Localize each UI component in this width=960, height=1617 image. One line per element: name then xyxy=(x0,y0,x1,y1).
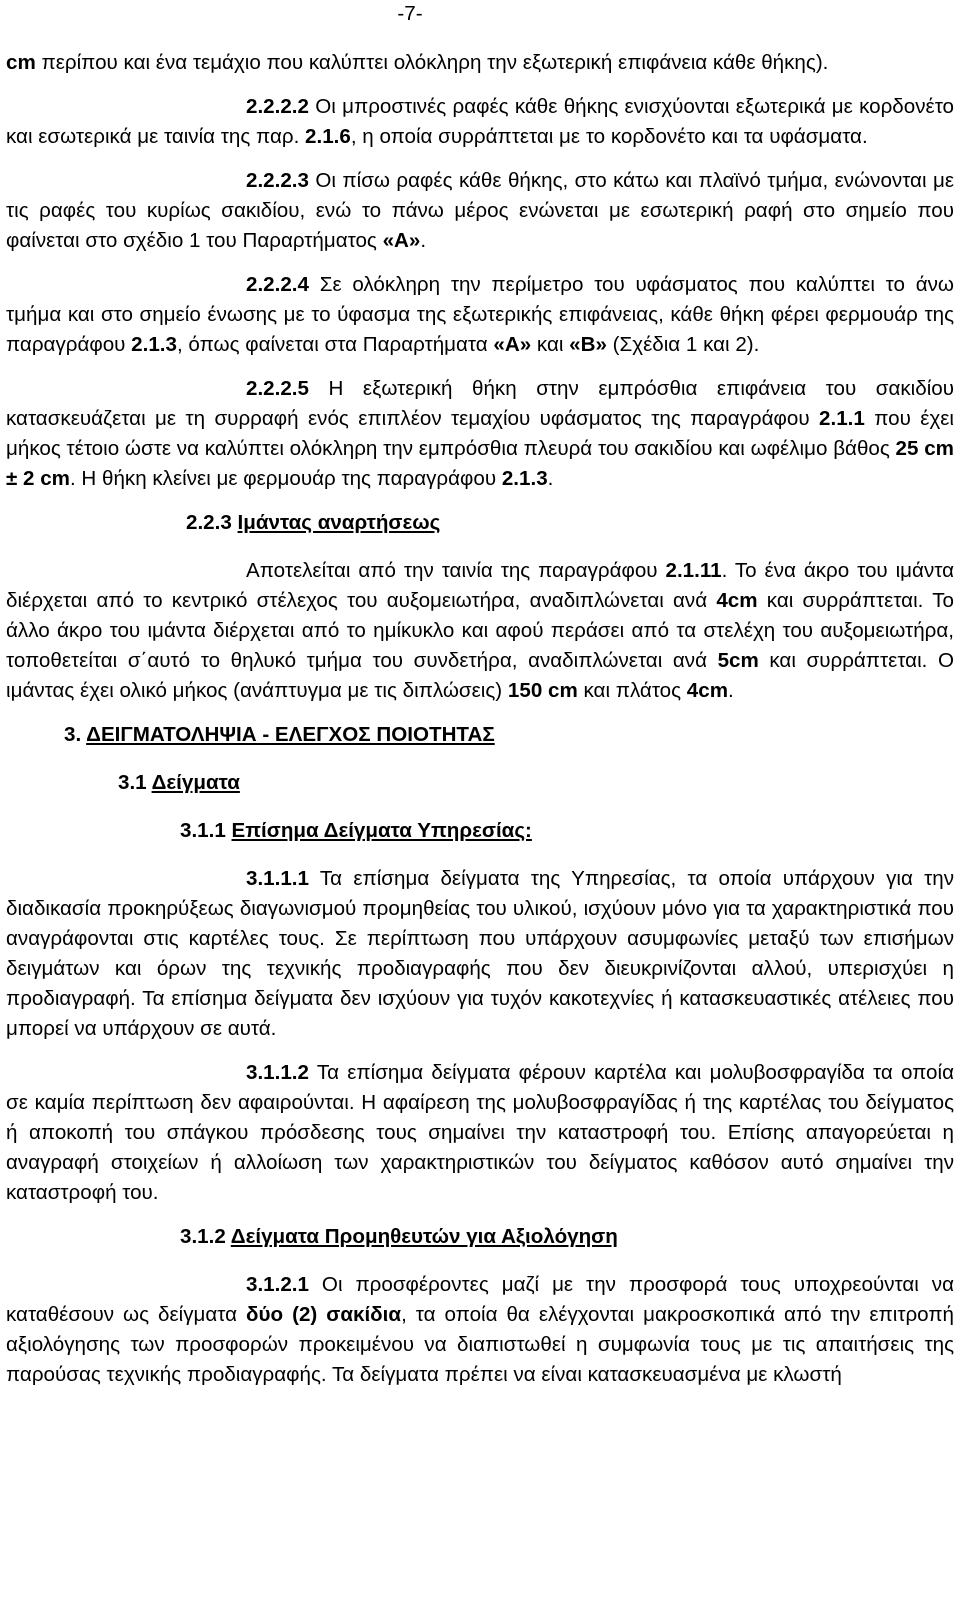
reference: «Α» xyxy=(382,229,421,252)
paragraph-3-1-1-2 xyxy=(6,1058,954,1208)
section-number: 3.1.2.1 xyxy=(246,1273,309,1296)
paragraph-text: . xyxy=(420,229,427,252)
heading-title: ΔΕΙΓΜΑΤΟΛΗΨΙΑ - ΕΛΕΓΧΟΣ ΠΟΙΟΤΗΤΑΣ xyxy=(86,723,495,746)
reference: δύο (2) σακίδια xyxy=(246,1303,402,1326)
page-number: -7- xyxy=(397,2,423,25)
paragraph-text: Σε ολόκληρη την περίμετρο του υφάσματος που καλύπτει το άνω τμήμα και στο σημείο ένωσης με το ύφασμα της εξωτερικής επιφάνειας, κάθε θήκη φέρει φερμουάρ της παραγράφου xyxy=(6,273,954,356)
paragraph-text: και συρράπτεται. Ο ιμάντας έχει ολικό μήκος (ανάπτυγμα με τις διπλώσεις) xyxy=(6,649,954,702)
paragraph-text: Οι προσφέροντες μαζί με την προσφορά τους υποχρεούνται να καταθέσουν ως δείγματα xyxy=(6,1273,954,1326)
measurement: 4cm xyxy=(716,589,758,612)
paragraph-2-2-2-4 xyxy=(6,270,954,360)
section-number: 3.1.1 xyxy=(180,819,232,842)
heading-title: Δείγματα Προμηθευτών για Αξιολόγηση xyxy=(230,1225,618,1248)
reference: 2.1.11 xyxy=(665,559,722,582)
heading-title: Επίσημα Δείγματα Υπηρεσίας: xyxy=(231,819,532,842)
section-number: 2.2.2.3 xyxy=(246,169,309,192)
reference: 2.1.3 xyxy=(501,467,548,490)
reference: 2.1.1 xyxy=(819,407,865,430)
paragraph-text: Η εξωτερική θήκη στην εμπρόσθια επιφάνεια του σακιδίου κατασκευάζεται με τη συρραφή ενός επιπλέον τεμαχίου υφάσματος της παραγράφου xyxy=(6,377,954,430)
paragraph-text: , τα οποία θα ελέγχονται μακροσκοπικά από την επιτροπή αξιολόγησης των προσφορών προκειμένου να διαπιστωθεί η συμφωνία τους με τις απαιτήσεις της παρούσας τεχνικής προδιαγραφής. Τα δείγματα πρέπει να είναι κατασκευασμένα με κλωστή xyxy=(6,1303,954,1386)
paragraph-2-2-2-3 xyxy=(6,166,954,256)
paragraph-text: . xyxy=(547,467,554,490)
heading-3-1-2 xyxy=(6,1222,954,1252)
paragraph-continuation xyxy=(6,48,954,78)
measurement: 4cm xyxy=(686,679,728,702)
section-number: 3.1 xyxy=(118,771,152,794)
paragraph-3-1-2-1 xyxy=(6,1270,954,1390)
paragraph-2-2-3 xyxy=(6,556,954,706)
paragraph-text: Οι πίσω ραφές κάθε θήκης, στο κάτω και πλαϊνό τμήμα, ενώνονται με τις ραφές του κυρίως σακιδίου, ενώ το πάνω μέρος ενώνεται με εσωτερική ραφή στο σημείο που φαίνεται στο σχέδιο 1 του Παραρτήματος xyxy=(6,169,954,252)
paragraph-text: περίπου και ένα τεμάχιο που καλύπτει ολόκληρη την εξωτερική επιφάνεια κάθε θήκης). xyxy=(35,51,829,74)
document-body xyxy=(6,48,954,1390)
section-number: 2.2.2.2 xyxy=(246,95,309,118)
heading-2-2-3 xyxy=(6,508,954,538)
section-number: 2.2.2.4 xyxy=(246,273,309,296)
section-number: 2.2.3 xyxy=(186,511,232,534)
section-number: 3.1.1.2 xyxy=(246,1061,309,1084)
paragraph-text: . Η θήκη κλείνει με φερμουάρ της παραγράφου xyxy=(69,467,502,490)
heading-3-1-1 xyxy=(6,816,954,846)
reference: 2.1.3 xyxy=(131,333,177,356)
heading-3 xyxy=(6,720,954,750)
heading-3-1 xyxy=(6,768,954,798)
paragraph-text: (Σχέδια 1 και 2). xyxy=(606,333,760,356)
paragraph-text: Αποτελείται από την ταινία της παραγράφου xyxy=(246,559,666,582)
paragraph-text: και xyxy=(531,333,570,356)
unit-text: cm xyxy=(6,51,36,74)
section-number: 3.1.1.1 xyxy=(246,867,309,890)
paragraph-text: και συρράπτεται. Το άλλο άκρο του ιμάντα διέρχεται από το ημίκυκλο και αφού περάσει από τα στελέχη του αυξομειωτήρα, τοποθετείται σ΄αυτό το θηλυκό τμήμα του συνδετήρα, αναδιπλώνεται ανά xyxy=(6,589,954,672)
paragraph-text: . xyxy=(728,679,734,702)
paragraph-text: που έχει μήκος τέτοιο ώστε να καλύπτει ολόκληρη την εμπρόσθια πλευρά του σακιδίου και ωφέλιμο βάθος xyxy=(6,407,955,460)
paragraph-text: Οι μπροστινές ραφές κάθε θήκης ενισχύονται εξωτερικά με κορδονέτο και εσωτερικά με ταινία της παρ. xyxy=(6,95,954,148)
section-number: 2.2.2.5 xyxy=(246,377,309,400)
section-number: 3. xyxy=(64,723,87,746)
paragraph-text: και πλάτος xyxy=(577,679,687,702)
paragraph-3-1-1-1 xyxy=(6,864,954,1044)
paragraph-text: , η οποία συρράπτεται με το κορδονέτο και τα υφάσματα. xyxy=(350,125,868,148)
measurement: 150 cm xyxy=(507,679,578,702)
heading-title: Δείγματα xyxy=(151,771,240,794)
paragraph-text: Τα επίσημα δείγματα φέρουν καρτέλα και μολυβοσφραγίδα τα οποία σε καμία περίπτωση δεν αφαιρούνται. Η αφαίρεση της μολυβοσφραγίδας ή της καρτέλας του δείγματος ή αποκοπή του σπάγκου πρόσδεσης τους σημαίνει την καταστροφή του. Επίσης απαγορεύεται η αναγραφή στοιχείων ή αλλοίωση των χαρακτηριστικών του δείγματος καθόσον αυτό σημαίνει την καταστροφή του. xyxy=(6,1061,954,1204)
paragraph-text: , όπως φαίνεται στα Παραρτήματα xyxy=(176,333,494,356)
reference: «Β» xyxy=(569,333,607,356)
paragraph-text: Τα επίσημα δείγματα της Υπηρεσίας, τα οποία υπάρχουν για την διαδικασία προκηρύξεως διαγωνισμού προμηθείας του υλικού, ισχύουν μόνο για τα χαρακτηριστικά που αναγράφονται στις καρτέλες τους. Σε περίπτωση που υπάρχουν ασυμφωνίες μεταξύ των επισήμων δειγμάτων και όρων της τεχνικής προδιαγραφής που δεν διευκρινίζονται αλλού, υπερισχύει η προδιαγραφή. Τα επίσημα δείγματα δεν ισχύουν για τυχόν κακοτεχνίες ή κατασκευαστικές ατέλειες που μπορεί να υπάρχουν σε αυτά. xyxy=(6,867,954,1040)
measurement: 25 cm ± 2 cm xyxy=(6,437,954,490)
measurement: 5cm xyxy=(717,649,759,672)
reference: 2.1.6 xyxy=(305,125,351,148)
section-number: 3.1.2 xyxy=(180,1225,231,1248)
heading-title: Ιμάντας αναρτήσεως xyxy=(237,511,441,534)
paragraph-text: . Το ένα άκρο του ιμάντα διέρχεται από το κεντρικό στέλεχος του αυξομειωτήρα, αναδιπλώνεται ανά xyxy=(6,559,954,612)
paragraph-2-2-2-2 xyxy=(6,92,954,152)
reference: «Α» xyxy=(493,333,532,356)
paragraph-2-2-2-5 xyxy=(6,374,954,494)
